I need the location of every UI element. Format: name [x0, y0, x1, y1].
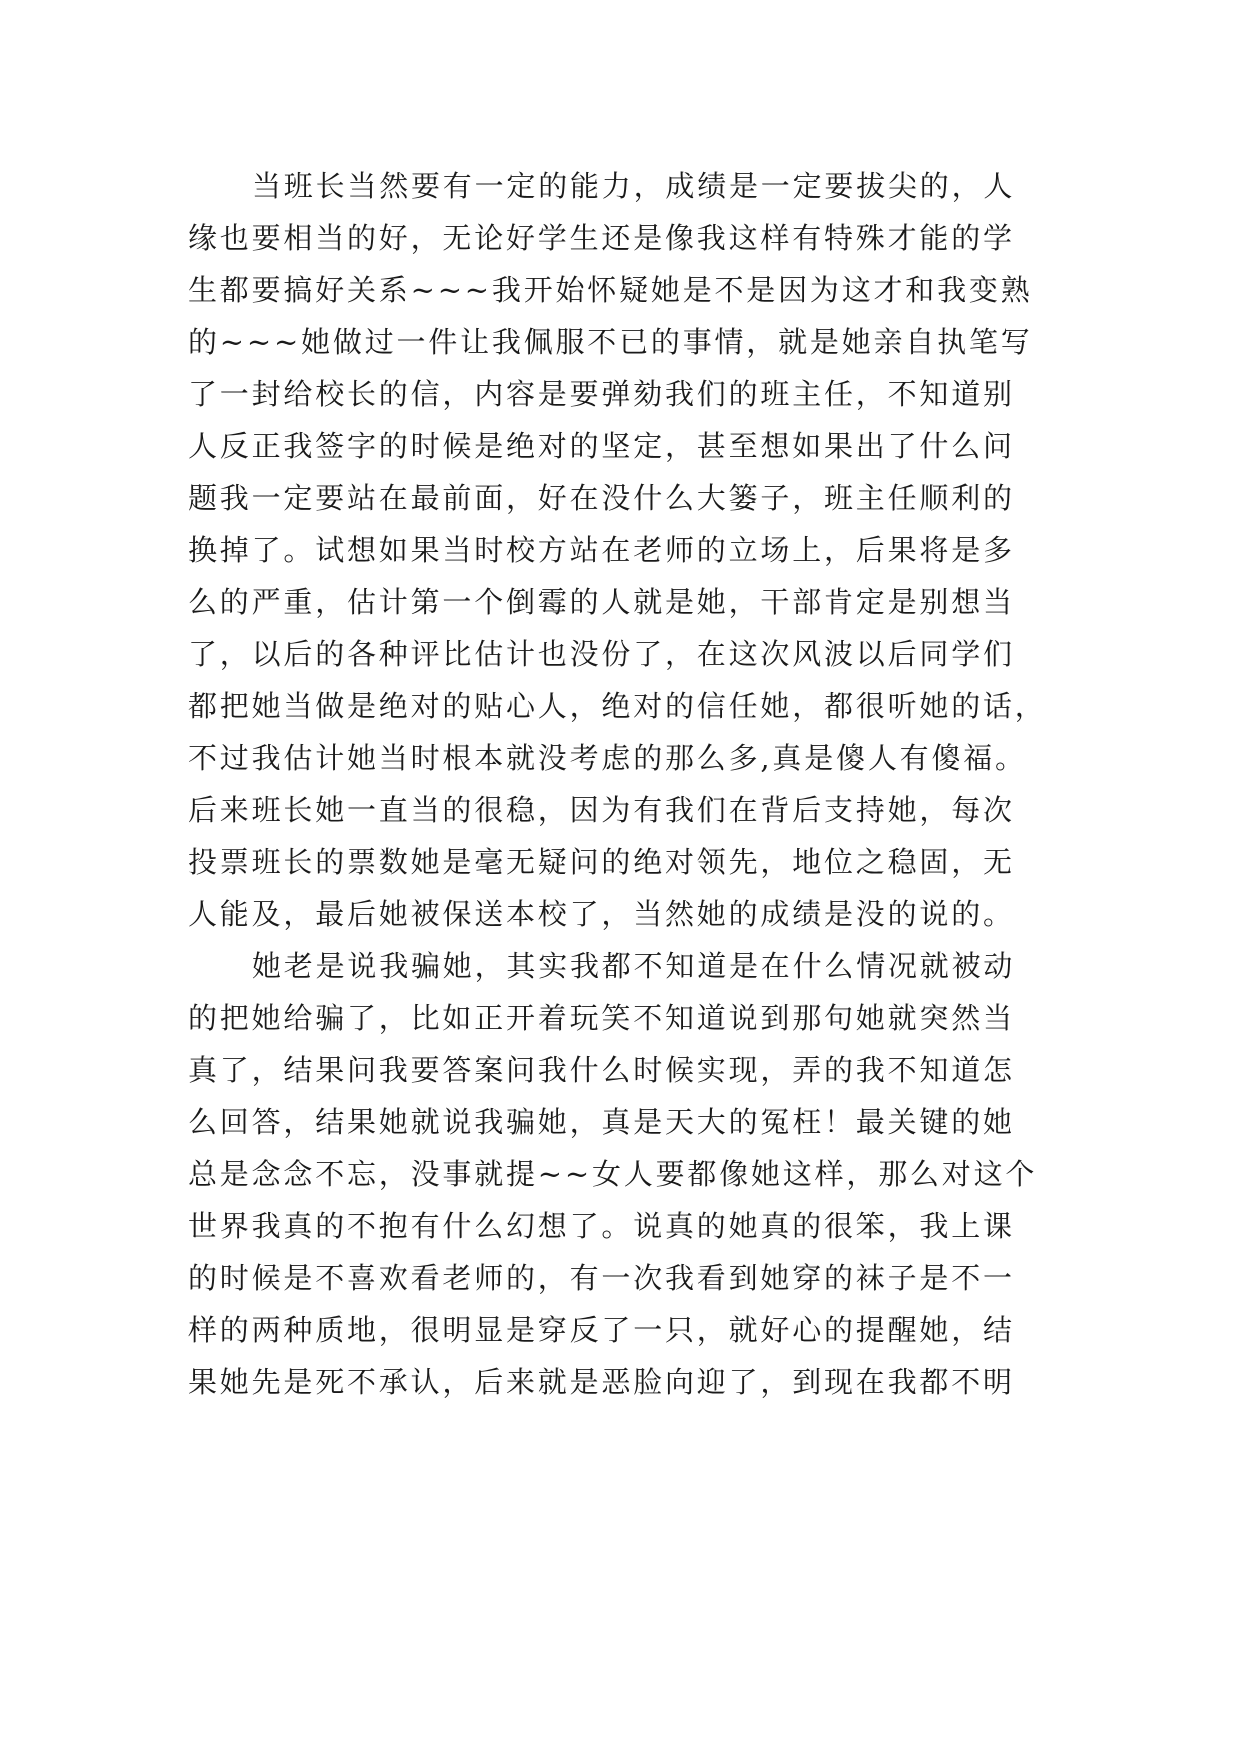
paragraph-1-line-2: 缘也要相当的好，无论好学生还是像我这样有特殊才能的学 [188, 221, 1015, 255]
paragraph-2-line-6: 世界我真的不抱有什么幻想了。说真的她真的很笨，我上课 [188, 1209, 1015, 1243]
paragraph-1-line-5: 了一封给校长的信，内容是要弹劾我们的班主任，不知道别 [188, 377, 1015, 411]
paragraph-2-line-3: 真了，结果问我要答案问我什么时候实现，弄的我不知道怎 [188, 1053, 1015, 1087]
paragraph-1-line-14: 投票班长的票数她是毫无疑问的绝对领先，地位之稳固，无 [188, 845, 1015, 879]
paragraph-1-line-4: 的~~~她做过一件让我佩服不已的事情，就是她亲自执笔写 [188, 325, 1033, 359]
paragraph-2-line-5: 总是念念不忘，没事就提~~女人要都像她这样，那么对这个 [188, 1157, 1038, 1191]
paragraph-1-line-1: 当班长当然要有一定的能力，成绩是一定要拔尖的，人 [252, 169, 1016, 203]
paragraph-1-line-10: 了，以后的各种评比估计也没份了，在这次风波以后同学们 [188, 637, 1015, 671]
paragraph-1-line-6: 人反正我签字的时候是绝对的坚定，甚至想如果出了什么问 [188, 429, 1015, 463]
paragraph-2-line-2: 的把她给骗了，比如正开着玩笑不知道说到那句她就突然当 [188, 1001, 1015, 1035]
paragraph-1-line-9: 么的严重，估计第一个倒霉的人就是她，干部肯定是别想当 [188, 585, 1015, 619]
paragraph-1-line-12: 不过我估计她当时根本就没考虑的那么多,真是傻人有傻福。 [188, 741, 1027, 775]
paragraph-1-line-8: 换掉了。试想如果当时校方站在老师的立场上，后果将是多 [188, 533, 1015, 567]
paragraph-1-line-7: 题我一定要站在最前面，好在没什么大篓子，班主任顺利的 [188, 481, 1015, 515]
paragraph-2-line-8: 样的两种质地，很明显是穿反了一只，就好心的提醒她，结 [188, 1313, 1015, 1347]
paragraph-2-line-9: 果她先是死不承认，后来就是恶脸向迎了，到现在我都不明 [188, 1365, 1015, 1399]
paragraph-1-line-13: 后来班长她一直当的很稳，因为有我们在背后支持她，每次 [188, 793, 1015, 827]
paragraph-1-line-15: 人能及，最后她被保送本校了，当然她的成绩是没的说的。 [188, 897, 1015, 931]
paragraph-1-line-3: 生都要搞好关系~~~我开始怀疑她是不是因为这才和我变熟 [188, 273, 1033, 307]
paragraph-1-line-11: 都把她当做是绝对的贴心人，绝对的信任她，都很听她的话， [188, 689, 1047, 723]
paragraph-2-line-7: 的时候是不喜欢看老师的，有一次我看到她穿的袜子是不一 [188, 1261, 1015, 1295]
paragraph-2-line-1: 她老是说我骗她，其实我都不知道是在什么情况就被动 [252, 949, 1016, 983]
body-text [188, 160, 1068, 1408]
paragraph-2-line-4: 么回答，结果她就说我骗她，真是天大的冤枉！最关键的她 [188, 1105, 1015, 1139]
